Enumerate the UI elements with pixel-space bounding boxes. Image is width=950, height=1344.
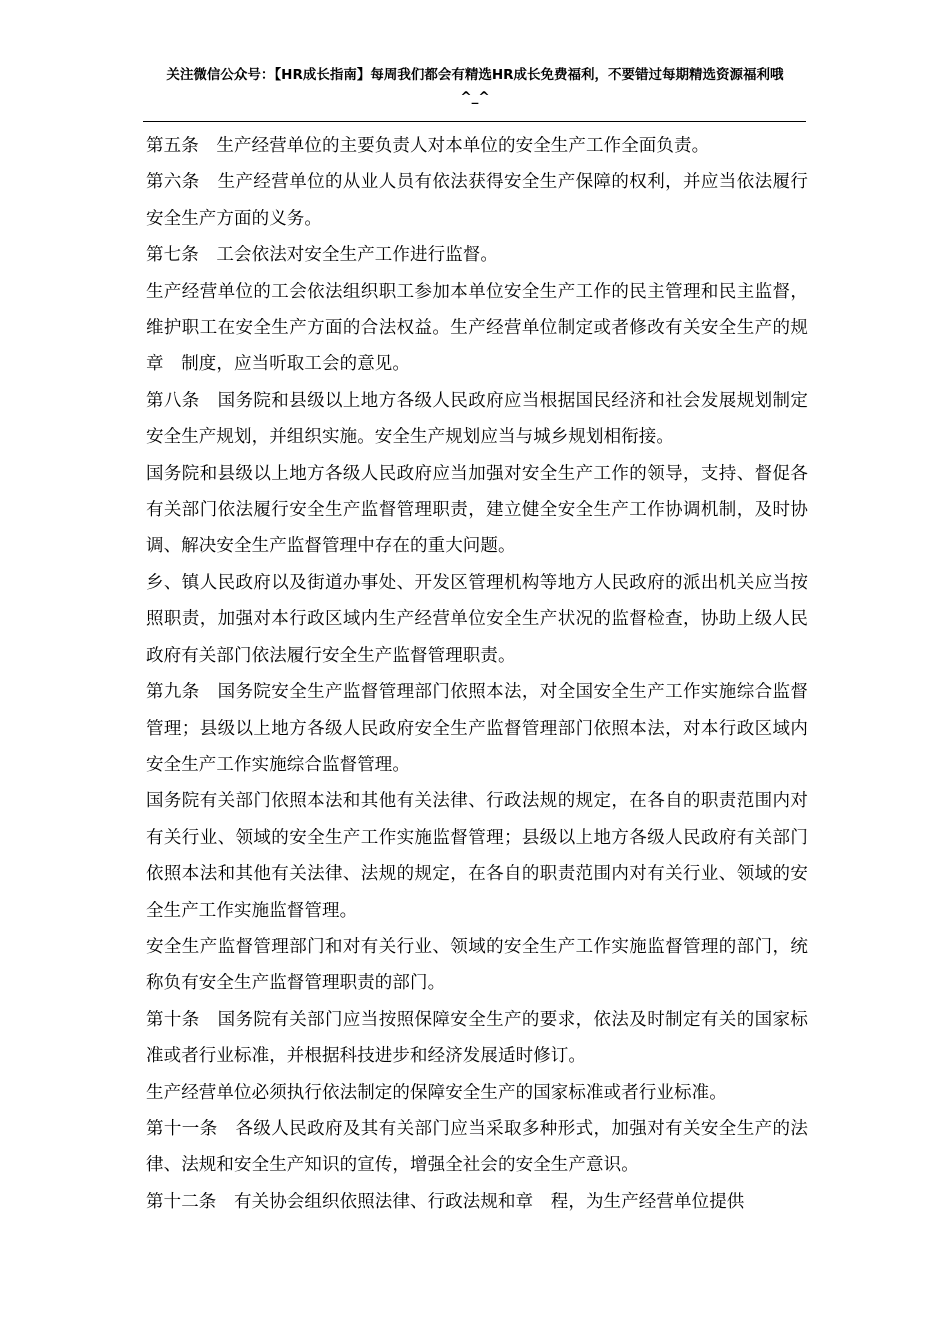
- article-11: 第十一条 各级人民政府及其有关部门应当采取多种形式，加强对有关安全生产的法律、法规和安全生产知识的宣传，增强全社会的安全生产意识。: [146, 1118, 808, 1176]
- article-10-paragraph-2: 生产经营单位必须执行依法制定的保障安全生产的国家标准或者行业标准。: [146, 1082, 727, 1103]
- article-10: 第十条 国务院有关部门应当按照保障安全生产的要求，依法及时制定有关的国家标准或者行业标准，并根据科技进步和经济发展适时修订。: [146, 1009, 808, 1067]
- article-6: 第六条 生产经营单位的从业人员有依法获得安全生产保障的权利，并应当依法履行安全生产方面的义务。: [146, 172, 808, 229]
- header-divider: [143, 121, 806, 122]
- article-9: 第九条 国务院安全生产监督管理部门依照本法，对全国安全生产工作实施综合监督管理；县级以上地方各级人民政府安全生产监督管理部门依照本法，对本行政区域内安全生产工作实施综合监督管理。: [146, 682, 808, 775]
- article-8-paragraph-2: 国务院和县级以上地方各级人民政府应当加强对安全生产工作的领导，支持、督促各有关部门依法履行安全生产监督管理职责，建立健全安全生产工作协调机制，及时协调、解决安全生产监督管理中存在的重大问题。: [146, 463, 808, 557]
- article-8: 第八条 国务院和县级以上地方各级人民政府应当根据国民经济和社会发展规划制定安全生产规划，并组织实施。安全生产规划应当与城乡规划相衔接。: [146, 390, 808, 448]
- article-7-paragraph: 生产经营单位的工会依法组织职工参加本单位安全生产工作的民主管理和民主监督，维护职工在安全生产方面的合法权益。生产经营单位制定或者修改有关安全生产的规章 制度，应当听取工会的意见。: [146, 281, 808, 375]
- header-emoticon: ^_^: [460, 89, 490, 105]
- article-8-paragraph-3: 乡、镇人民政府以及街道办事处、开发区管理机构等地方人民政府的派出机关应当按照职责，加强对本行政区域内生产经营单位安全生产状况的监督检查，协助上级人民政府有关部门依法履行安全生产监督管理职责。: [146, 572, 808, 666]
- document-body: [146, 128, 808, 1220]
- article-5: 第五条 生产经营单位的主要负责人对本单位的安全生产工作全面负责。: [146, 136, 710, 156]
- header-promo-text: 关注微信公众号：【HR成长指南】每周我们都会有精选HR成长免费福利，不要错过每期精选资源福利哦: [166, 67, 784, 83]
- article-9-paragraph-3: 安全生产监督管理部门和对有关行业、领域的安全生产工作实施监督管理的部门，统称负有安全生产监督管理职责的部门。: [146, 936, 808, 994]
- article-7: 第七条 工会依法对安全生产工作进行监督。: [146, 245, 498, 266]
- article-9-paragraph-2: 国务院有关部门依照本法和其他有关法律、行政法规的规定，在各自的职责范围内对有关行业、领域的安全生产工作实施监督管理；县级以上地方各级人民政府有关部门依照本法和其他有关法律、法规的规定，在各自的职责范围内对有关行业、领域的安全生产工作实施监督管理。: [146, 791, 808, 921]
- article-12: 第十二条 有关协会组织依照法律、行政法规和章 程，为生产经营单位提供: [146, 1191, 745, 1212]
- page-header: [130, 64, 820, 108]
